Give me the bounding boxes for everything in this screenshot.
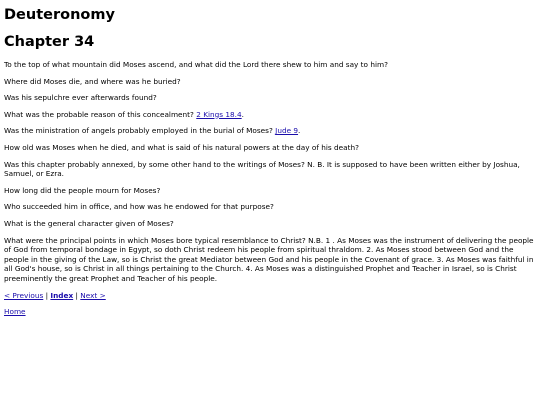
question-text: Where did Moses die, and where was he buried? xyxy=(4,76,181,86)
nav-separator: | xyxy=(73,290,81,300)
question-paragraph xyxy=(4,60,536,70)
scripture-reference-link[interactable]: 2 Kings 18.4 xyxy=(196,109,242,119)
question-text: Who succeeded him in office, and how was he endowed for that purpose? xyxy=(4,202,274,212)
scripture-reference-link[interactable]: Jude 9 xyxy=(275,126,299,136)
question-text: How long did the people mourn for Moses? xyxy=(4,185,161,195)
question-paragraph xyxy=(4,126,536,136)
question-text: How old was Moses when he died, and what is said of his natural powers at the day of his death? xyxy=(4,142,359,152)
nav-separator: | xyxy=(43,290,51,300)
previous-link[interactable]: < Previous xyxy=(4,290,44,300)
question-list xyxy=(4,60,536,284)
question-paragraph xyxy=(4,77,536,87)
chapter-title: Chapter 34 xyxy=(4,34,95,50)
index-link[interactable]: Index xyxy=(50,290,74,300)
question-paragraph xyxy=(4,143,536,153)
home-paragraph xyxy=(4,307,536,317)
question-text: Was this chapter probably annexed, by some other hand to the writings of Moses? N. B. It is supposed to have been written either by Joshua, Samuel, or Ezra. xyxy=(4,159,520,179)
question-text: What were the principal points in which Moses bore typical resemblance to Christ? N.B. 1 . As Moses was the instrument of delivering the people of God from temporal bondage in Egypt, so doth Christ redeem his people from spiritual thraldom. 2. As Moses stood between God and the people in the giving of the Law, so is Christ the great Mediator between God and his people in the Covenant of grace. 3. As Moses was faithful in all God's house, so is Christ in all things pertaining to the Church. 4. As Moses was a distinguished Prophet and Teacher in Israel, so is Christ preeminently the great Prophet and Teacher of his people. xyxy=(4,235,534,283)
book-title: Deuteronomy xyxy=(4,7,115,23)
question-paragraph xyxy=(4,219,536,229)
question-text: What is the general character given of Moses? xyxy=(4,218,174,228)
question-text: To the top of what mountain did Moses ascend, and what did the Lord there shew to him and say to him? xyxy=(4,60,388,69)
chapter-navigation xyxy=(4,291,536,301)
question-paragraph xyxy=(4,93,536,103)
home-link[interactable]: Home xyxy=(4,307,26,317)
trailing-punctuation: . xyxy=(298,126,301,136)
question-paragraph xyxy=(4,236,536,284)
question-paragraph xyxy=(4,202,536,212)
next-link[interactable]: Next > xyxy=(80,290,106,300)
question-paragraph xyxy=(4,160,536,179)
question-text: Was his sepulchre ever afterwards found? xyxy=(4,93,157,103)
question-text: What was the probable reason of this concealment? xyxy=(4,109,194,119)
question-text: Was the ministration of angels probably employed in the burial of Moses? xyxy=(4,126,273,136)
trailing-punctuation: . xyxy=(241,109,244,119)
question-paragraph xyxy=(4,110,536,120)
question-paragraph xyxy=(4,186,536,196)
